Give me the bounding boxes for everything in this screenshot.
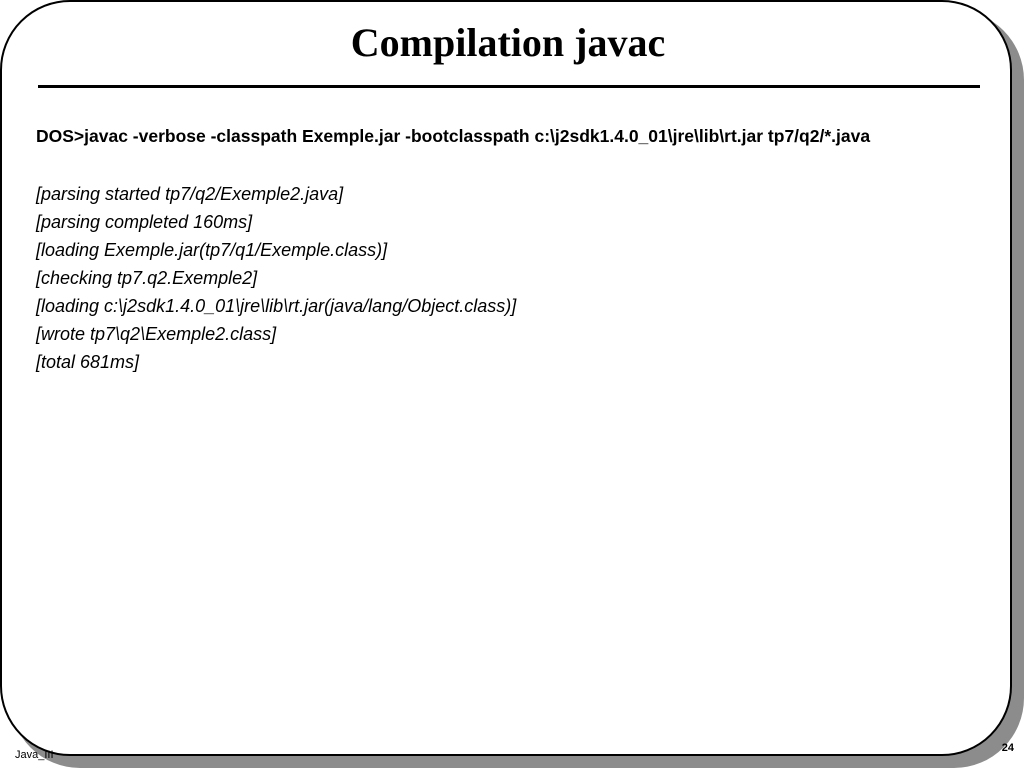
output-line: [total 681ms] — [36, 352, 140, 372]
page-number: 24 — [1001, 742, 1014, 754]
compiler-output — [36, 180, 516, 376]
page-title: Compilation javac — [350, 20, 666, 65]
output-line: [parsing started tp7/q2/Exemple2.java] — [36, 184, 344, 204]
output-line: [parsing completed 160ms] — [36, 212, 253, 232]
title-divider — [38, 85, 980, 88]
output-line: [wrote tp7\q2\Exemple2.class] — [36, 324, 277, 344]
output-line: [loading c:\j2sdk1.4.0_01\jre\lib\rt.jar(java/lang/Object.class)] — [36, 296, 517, 316]
command-line: DOS>javac -verbose -classpath Exemple.jar -bootclasspath c:\j2sdk1.4.0_01\jre\lib\rt.jar tp7/q2/*.java — [36, 126, 871, 146]
output-line: [loading Exemple.jar(tp7/q1/Exemple.class)] — [36, 240, 388, 260]
footer-label: Java_III — [15, 749, 54, 761]
output-line: [checking tp7.q2.Exemple2] — [36, 268, 258, 288]
